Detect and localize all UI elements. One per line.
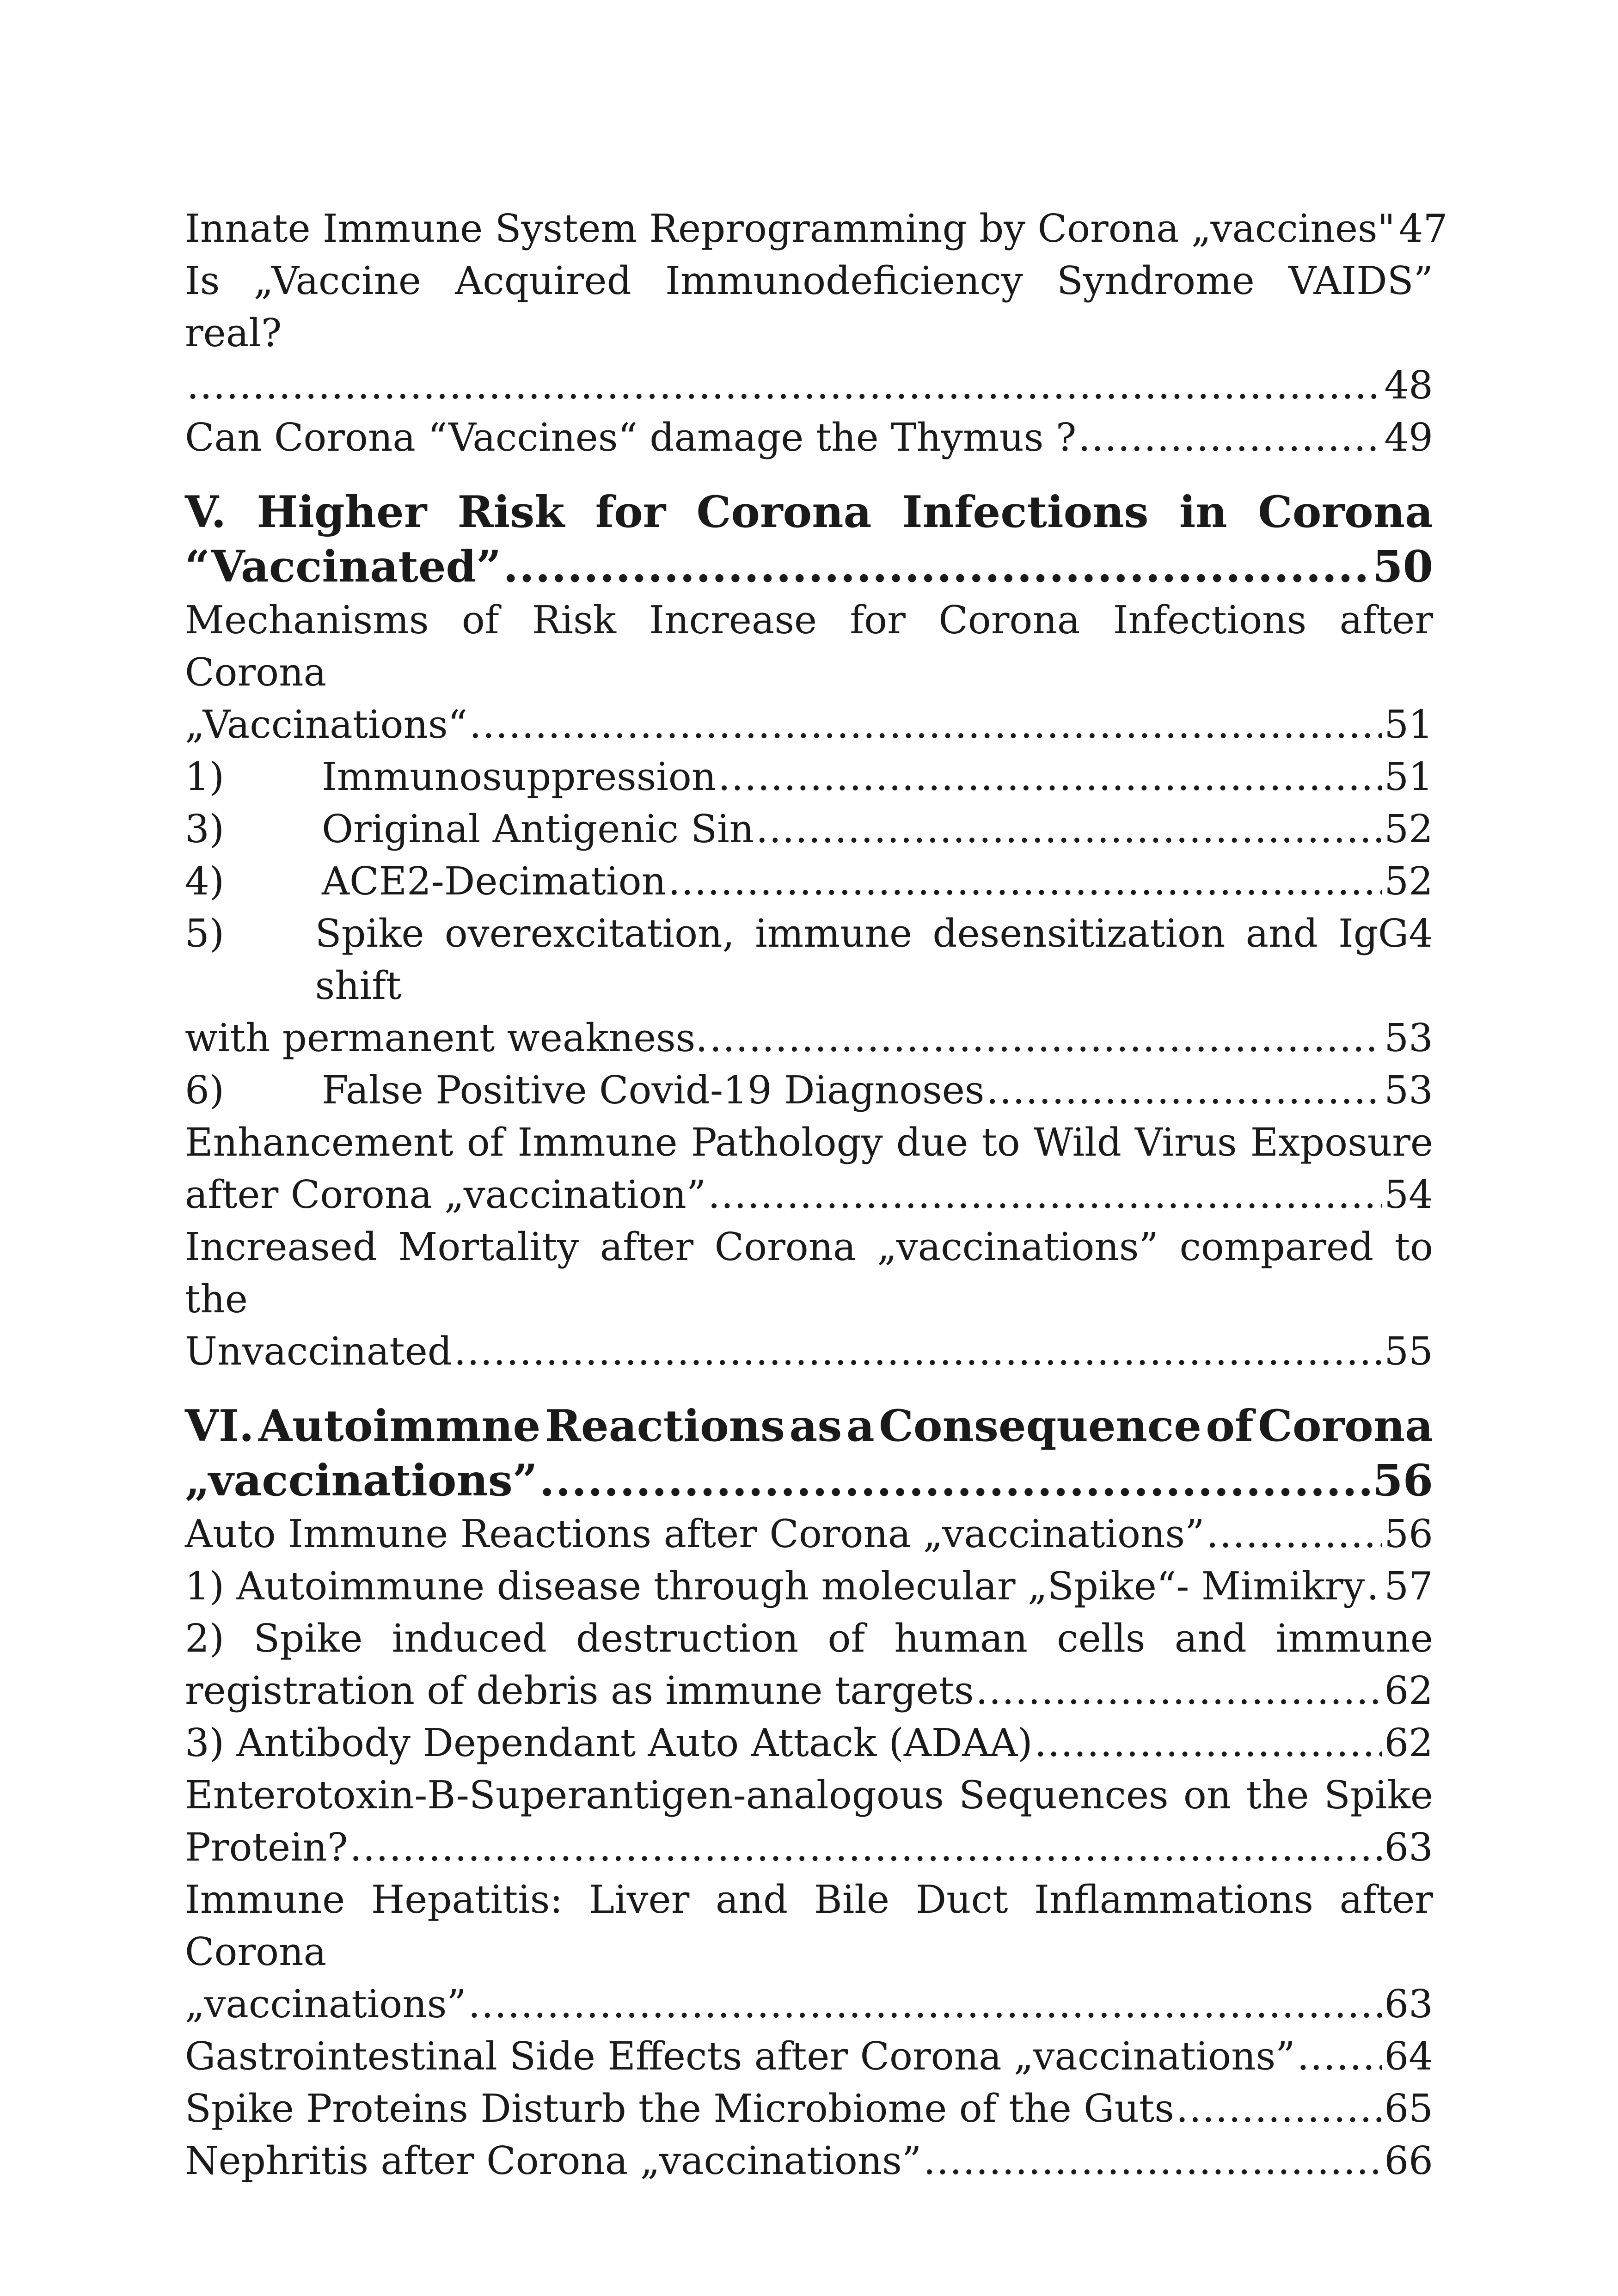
toc-entry-title: Nephritis after Corona „vaccinations”	[185, 2138, 922, 2183]
toc-entry-title: False Positive Covid-19 Diagnoses	[322, 1068, 985, 1113]
chapter-word: a	[846, 1401, 875, 1451]
toc-page-number: 62	[1384, 1720, 1433, 1765]
toc-entry-title-line: Mechanisms of Risk Increase for Corona Infections after Corona	[185, 598, 1433, 695]
toc-entry-title-line: Is „Vaccine Acquired Immunodeficiency Syndrome VAIDS” real?	[185, 258, 1433, 355]
toc-entry[interactable]	[185, 255, 1433, 411]
chapter-title-cont: „vaccinations”	[185, 1455, 538, 1506]
toc-entry[interactable]	[185, 2030, 1433, 2082]
dot-leader	[1297, 2030, 1383, 2082]
chapter-word: Corona	[1257, 487, 1433, 538]
toc-chapter-heading[interactable]	[185, 1399, 1433, 1508]
toc-entry-title: Can Corona “Vaccines“ damage the Thymus ?	[185, 415, 1077, 460]
toc-page-number: 56	[1373, 1455, 1433, 1506]
toc-entry-title-line: Increased Mortality after Corona „vaccinations” compared to the	[185, 1225, 1433, 1322]
toc-page-number: 48	[1384, 363, 1433, 408]
toc-entry-title-line: Enhancement of Immune Pathology due to Wild Virus Exposure	[185, 1120, 1433, 1165]
toc-entry-title-line: Spike overexcitation, immune desensitization and IgG4 shift	[315, 911, 1433, 1008]
toc-entry-title: ACE2-Decimation	[322, 859, 667, 904]
toc-page-number: 52	[1384, 859, 1433, 904]
toc-page-number: 57	[1384, 1564, 1433, 1609]
chapter-word: of	[1206, 1401, 1254, 1451]
item-number: 5)	[185, 911, 225, 956]
toc-entry[interactable]	[185, 1874, 1433, 2030]
toc-page-number: 51	[1384, 754, 1433, 799]
chapter-title-line	[185, 485, 1433, 539]
chapter-number: VI.	[185, 1401, 254, 1451]
dot-leader	[1176, 2082, 1382, 2135]
item-number: 3)	[185, 807, 225, 851]
chapter-word: Risk	[457, 487, 565, 538]
toc-entry[interactable]	[185, 751, 1433, 803]
chapter-word: Autoimmne	[258, 1401, 541, 1451]
toc-page-number: 62	[1384, 1668, 1433, 1713]
table-of-contents	[185, 202, 1448, 2187]
chapter-word: Infections	[902, 487, 1149, 538]
dot-leader	[1078, 411, 1382, 464]
toc-entry[interactable]	[185, 1612, 1433, 1717]
toc-entry-title: Immunosuppression	[322, 754, 717, 799]
toc-entry[interactable]	[185, 855, 1433, 907]
chapter-word: Reactions	[545, 1401, 785, 1451]
toc-entry[interactable]	[185, 2135, 1433, 2187]
toc-entry-title-cont: „vaccinations”	[185, 1982, 466, 2027]
toc-entry-title-cont: registration of debris as immune targets	[185, 1668, 974, 1713]
toc-entry-title: 3) Antibody Dependant Auto Attack (ADAA)	[185, 1720, 1033, 1765]
dot-leader	[187, 359, 1382, 411]
toc-entry-title-line: Immune Hepatitis: Liver and Bile Duct Inflammations after Corona	[185, 1877, 1433, 1974]
toc-entry[interactable]	[185, 907, 1433, 1064]
dot-leader	[539, 1453, 1371, 1508]
chapter-word: Higher	[257, 487, 427, 538]
toc-entry[interactable]	[185, 1116, 1433, 1221]
dot-leader	[718, 751, 1382, 803]
toc-entry-title: Auto Immune Reactions after Corona „vaccinations”	[185, 1512, 1205, 1556]
chapter-word: for	[595, 487, 666, 538]
toc-page-number: 65	[1384, 2086, 1433, 2131]
toc-page-number: 51	[1384, 702, 1433, 747]
toc-page-number: 56	[1384, 1512, 1433, 1556]
chapter-title-line	[185, 1399, 1433, 1453]
toc-page-number: 52	[1384, 807, 1433, 851]
dot-leader	[1367, 1560, 1382, 1612]
dot-leader	[503, 539, 1371, 594]
chapter-word: Corona	[1258, 1401, 1433, 1451]
dot-leader	[1207, 1508, 1383, 1560]
chapter-title-cont: “Vaccinated”	[185, 541, 502, 592]
chapter-word: in	[1179, 487, 1227, 538]
toc-page-number: 63	[1384, 1825, 1433, 1870]
toc-entry[interactable]	[185, 1221, 1433, 1378]
toc-page-number: 54	[1384, 1172, 1433, 1217]
toc-page-number: 47	[1398, 206, 1448, 251]
toc-page-number: 53	[1384, 1016, 1433, 1060]
toc-entry-title-cont: Protein?	[185, 1825, 348, 1870]
chapter-number: V.	[185, 487, 227, 538]
dot-leader	[923, 2135, 1382, 2187]
dot-leader	[708, 1169, 1382, 1221]
toc-chapter-heading[interactable]	[185, 485, 1433, 594]
dot-leader	[976, 1665, 1383, 1717]
dot-leader	[349, 1821, 1382, 1874]
toc-entry-title: 1) Autoimmune disease through molecular „Spike“- Mimikry	[185, 1564, 1365, 1609]
toc-entry[interactable]	[185, 1508, 1433, 1560]
toc-entry[interactable]	[185, 2082, 1433, 2135]
item-number: 1)	[185, 754, 225, 799]
dot-leader	[1035, 1717, 1383, 1769]
toc-entry[interactable]	[185, 1769, 1433, 1874]
toc-entry-title-cont: after Corona „vaccination”	[185, 1172, 706, 1217]
toc-entry-title: Innate Immune System Reprogramming by Corona „vaccines"	[185, 206, 1395, 251]
toc-entry-title-cont: „Vaccinations“	[185, 702, 468, 747]
toc-entry[interactable]	[185, 803, 1433, 855]
toc-entry-title-line: 2) Spike induced destruction of human cells and immune	[185, 1616, 1433, 1661]
dot-leader	[756, 803, 1382, 855]
dot-leader	[469, 698, 1382, 751]
toc-page-number: 64	[1384, 2034, 1433, 2079]
chapter-word: Corona	[696, 487, 872, 538]
dot-leader	[987, 1064, 1383, 1116]
toc-entry[interactable]	[185, 411, 1433, 464]
toc-page-number: 50	[1373, 541, 1433, 592]
toc-page-number: 49	[1384, 415, 1433, 460]
dot-leader	[468, 1978, 1383, 2030]
toc-page-number: 63	[1384, 1982, 1433, 2027]
toc-entry-title-cont: with permanent weakness.	[185, 1016, 708, 1060]
toc-page-number: 55	[1384, 1329, 1433, 1374]
dot-leader	[710, 1012, 1383, 1064]
chapter-word: as	[789, 1401, 842, 1451]
item-number: 6)	[185, 1068, 225, 1113]
toc-entry-title-line: Enterotoxin-B-Superantigen-analogous Sequences on the Spike	[185, 1773, 1433, 1818]
chapter-word: Consequence	[879, 1401, 1201, 1451]
toc-entry-title: Original Antigenic Sin	[322, 807, 754, 851]
toc-page-number: 53	[1384, 1068, 1433, 1113]
dot-leader	[668, 855, 1382, 907]
toc-entry[interactable]	[185, 1064, 1433, 1116]
toc-entry[interactable]	[185, 202, 1448, 255]
toc-entry-title: Spike Proteins Disturb the Microbiome of the Guts	[185, 2086, 1174, 2131]
toc-entry[interactable]	[185, 1717, 1433, 1769]
toc-entry[interactable]	[185, 1560, 1433, 1612]
toc-entry[interactable]	[185, 594, 1433, 751]
item-number: 4)	[185, 859, 225, 904]
toc-entry-title-cont: Unvaccinated	[185, 1329, 452, 1374]
toc-entry-title: Gastrointestinal Side Effects after Corona „vaccinations”	[185, 2034, 1295, 2079]
dot-leader	[454, 1325, 1383, 1378]
toc-page-number: 66	[1384, 2138, 1433, 2183]
